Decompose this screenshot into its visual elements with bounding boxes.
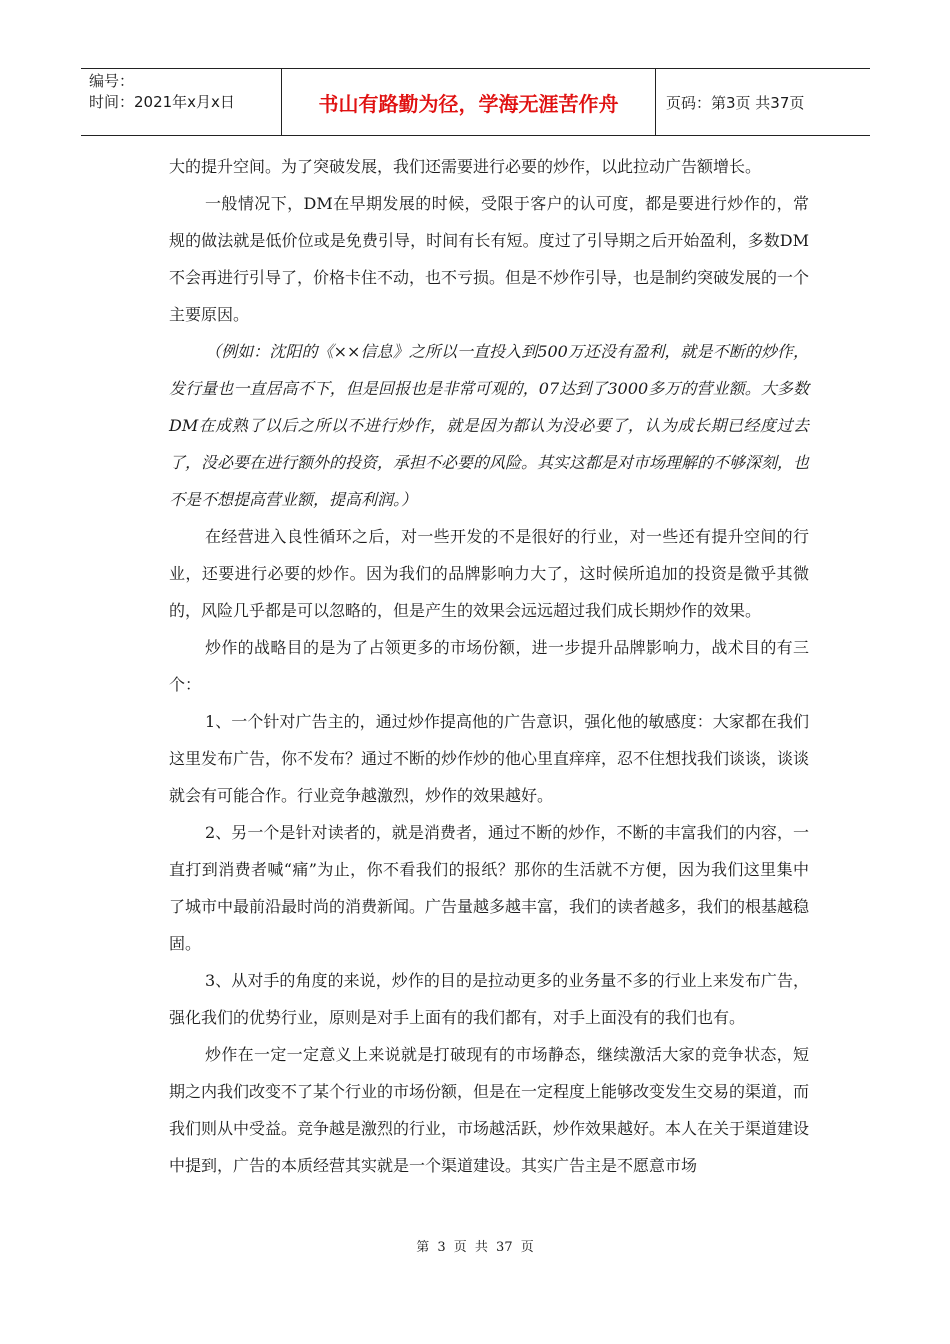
document-number-label: 编号： — [89, 72, 135, 90]
header-motto: 书山有路勤为径，学海无涯苦作舟 — [318, 91, 619, 116]
header-meta-cell — [81, 69, 282, 135]
document-date: 时间：2021年x月x日 — [89, 93, 235, 111]
list-item-paragraph: 2、另一个是针对读者的，就是消费者，通过不断的炒作，不断的丰富我们的内容，一直打到消费者喊“痛”为止，你不看我们的报纸？那你的生活就不方便，因为我们这里集中了城市中最前沿最时尚的消费新闻。广告量越多越丰富，我们的读者越多，我们的根基越稳固。 — [169, 823, 810, 953]
header-page-cell — [656, 69, 870, 135]
paragraph: 在经营进入良性循环之后，对一些开发的不是很好的行业，对一些还有提升空间的行业，还要进行必要的炒作。因为我们的品牌影响力大了，这时候所追加的投资是微乎其微的，风险几乎都是可以忽略的，但是产生的效果会远远超过我们成长期炒作的效果。 — [169, 527, 809, 620]
page-header — [81, 68, 870, 136]
paragraph: 一般情况下，DM在早期发展的时候，受限于客户的认可度，都是要进行炒作的，常规的做法就是低价位或是免费引导，时间有长有短。度过了引导期之后开始盈利，多数DM不会再进行引导了，价格卡住不动，也不亏损。但是不炒作引导，也是制约突破发展的一个主要原因。 — [169, 194, 810, 324]
document-body — [169, 148, 809, 1184]
header-motto-cell — [282, 69, 656, 135]
paragraph: 大的提升空间。为了突破发展，我们还需要进行必要的炒作，以此拉动广告额增长。 — [169, 157, 762, 176]
header-page-info: 页码：第3页 共37页 — [666, 93, 805, 112]
list-item-paragraph: 1、一个针对广告主的，通过炒作提高他的广告意识，强化他的敏感度：大家都在我们这里发布广告，你不发布？通过不断的炒作炒的他心里直痒痒，忍不住想找我们谈谈，谈谈就会有可能合作。行业竞争越激烈，炒作的效果越好。 — [169, 712, 810, 805]
paragraph: 炒作的战略目的是为了占领更多的市场份额，进一步提升品牌影响力，战术目的有三个： — [169, 638, 809, 694]
page-footer — [0, 1236, 950, 1255]
paragraph: 炒作在一定一定意义上来说就是打破现有的市场静态，继续激活大家的竞争状态，短期之内我们改变不了某个行业的市场份额，但是在一定程度上能够改变发生交易的渠道，而我们则从中受益。竞争越是激烈的行业，市场越活跃，炒作效果越好。本人在关于渠道建设中提到，广告的本质经营其实就是一个渠道建设。其实广告主是不愿意市场 — [169, 1045, 810, 1175]
footer-page-number: 第 3 页 共 37 页 — [416, 1240, 534, 1255]
list-item-paragraph: 3、从对手的角度的来说，炒作的目的是拉动更多的业务量不多的行业上来发布广告，强化我们的优势行业，原则是对手上面有的我们都有，对手上面没有的我们也有。 — [169, 971, 809, 1027]
example-paragraph: （例如：沈阳的《××信息》之所以一直投入到500万还没有盈利，就是不断的炒作，发行量也一直居高不下，但是回报也是非常可观的，07达到了3000多万的营业额。大多数DM在成熟了以后之所以不进行炒作，就是因为都认为没必要了，认为成长期已经度过去了，没必要在进行额外的投资，承担不必要的风险。其实这都是对市场理解的不够深刻，也不是不想提高营业额，提高利润。） — [169, 342, 810, 509]
